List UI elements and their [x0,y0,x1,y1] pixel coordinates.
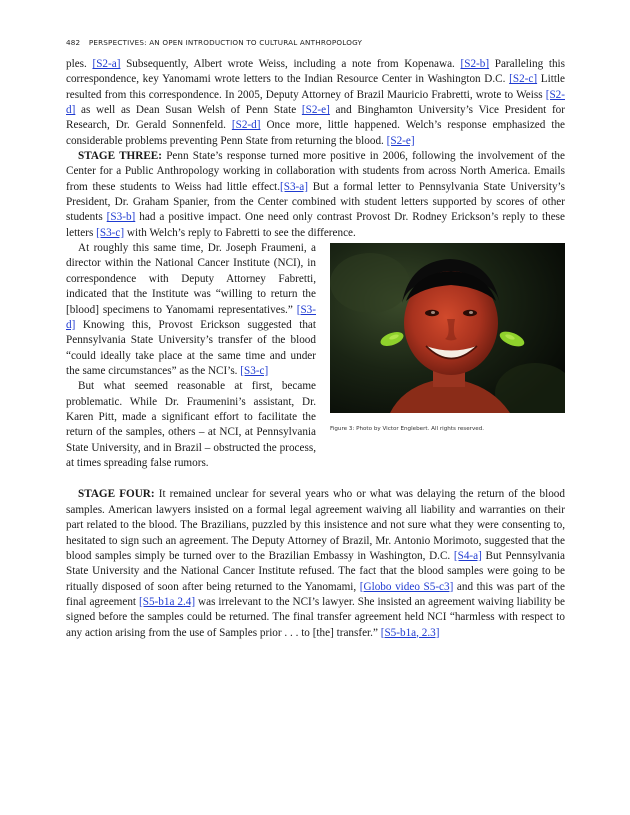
ref-link-s5-b1a-2-4[interactable]: [S5-b1a 2.4] [139,595,196,608]
ref-link-s2-d[interactable]: [S2-d] [66,88,565,117]
figure-wrap-zone [66,241,565,487]
stage-four-heading: STAGE FOUR: [78,488,155,501]
text-run: But Pennsylvania State University and the National Cancer Institute refused. The fact that the blood samples were going to be ritually disposed of soon after being returned to the Yanomami, [66,549,565,593]
text-run: Subsequently, Albert wrote Weiss, including a note from Kopenawa. [120,58,461,70]
page-number: 482 [66,38,81,47]
ref-link-s5-b1a-2-3[interactable]: [S5-b1a, 2.3] [380,626,440,639]
text-run: Penn State’s response turned more positive in 2006, following the involvement of the Center for a Public Anthropology working in collaboration with students from across North America. Emails from these students to Weiss had little effect. [66,150,565,193]
text-run: At roughly this same time, Dr. Joseph Fraumeni, a director within the National Cancer Institute (NCI), in correspondence with Deputy Attorney Fabretti, indicated that the Institute was “willing to return the [blood] specimens to Yanomami representatives.” [66,242,316,316]
portrait-illustration [330,243,565,413]
text-run: was irrelevant to the NCI’s lawyer. She insisted an agreement waiving liability be signed before the samples could be returned. The final transfer agreement held NCI “harmless with respect to any action arising from the use of Samples prior . . . to [the] transfer.” [66,595,565,639]
text-run: Paralleling this correspondence, key Yanomami wrote letters to the Indian Resource Center in Washington D.C. [66,58,565,86]
figure-caption: Figure 3: Photo by Victor Englebert. All rights reserved. [330,426,485,433]
text-run: had a positive impact. One need only contrast Provost Dr. Rodney Erickson’s reply to these letters [66,211,565,239]
body-text [66,57,565,641]
text-run: and this was part of the final agreement [66,580,565,608]
text-run: as well as Dean Susan Welsh of Penn State [75,104,302,117]
ref-link-s2-e-second[interactable]: [S2-e] [386,134,415,147]
ref-link-s3-c-second[interactable]: [S3-c] [240,364,269,377]
text-run: But what seemed reasonable at first, became problematic. While Dr. Fraumenini’s assistant, Dr. Karen Pitt, made a significant effort to facilitate the return of the samples, others – at NCI, at Pennsylvania State University, and in Brazil – obstructed the process, at times spreading false rumors. [66,380,316,469]
ref-link-s2-a[interactable]: [S2-a] [92,58,121,70]
ref-link-s2-b[interactable]: [S2-b] [460,58,490,70]
ref-link-s3-b[interactable]: [S3-b] [106,211,136,224]
running-title: PERSPECTIVES: AN OPEN INTRODUCTION TO CULTURAL ANTHROPOLOGY [88,38,363,47]
portrait-photo [330,243,565,413]
text-run: and Binghamton University’s Vice President for Research, Dr. Gerald Sonnenfeld. [66,104,565,132]
ref-link-s3-a[interactable]: [S3-a] [280,180,308,193]
figure-3 [330,243,565,483]
text-run: ples. [66,58,93,70]
text-run: Little resulted from this correspondence. In 2005, Deputy Attorney of Brazil Mauricio Frabretti, wrote to Weiss [66,73,566,101]
paragraph-stage-three [66,149,565,241]
paragraph-1 [66,57,565,149]
ref-link-s3-d[interactable]: [S3-d] [66,303,316,331]
ref-link-s2-e[interactable]: [S2-e] [301,104,330,117]
ref-link-s4-a[interactable]: [S4-a] [453,549,482,562]
text-run: But a formal letter to Pennsylvania State University’s President, Dr. Graham Spanier, from the Center combined with student letters supported by scores of other students [66,180,565,224]
ref-link-s2-c[interactable]: [S2-c] [509,73,538,86]
text-run: It remained unclear for several years who or what was delaying the return of the blood samples. American lawyers insisted on a formal legal agreement waiving all liability and warranties on their part related to the blood. The Brazilians, puzzled by this insistence and not sure what they were consenting to, hesitated to sign such an agreement. The Deputy Attorney of Brazil, Mr. Antonio Morimoto, suggested that the blood samples simply be turned over to the Brazilian Embassy in Washington, D.C. [66,488,565,562]
stage-three-heading: STAGE THREE: [78,150,162,163]
ref-link-s3-c[interactable]: [S3-c] [96,226,125,239]
ref-link-globo-video[interactable]: [Globo video S5-c3] [359,580,454,593]
text-run: with Welch’s reply to Fabretti to see the difference. [124,226,356,239]
text-run: Knowing this, Provost Erickson suggested that Pennsylvania State University’s transfer of the blood “could ideally take place at the same time and under the same circumstances” as the NCI’s. [66,318,316,377]
running-head [66,38,566,47]
ref-link-s2-d-second[interactable]: [S2-d] [231,119,261,132]
text-run: Once more, little happened. Welch’s response emphasized the considerable problems preventing Penn State from returning the blood. [66,119,566,147]
paragraph-stage-four [66,487,565,640]
